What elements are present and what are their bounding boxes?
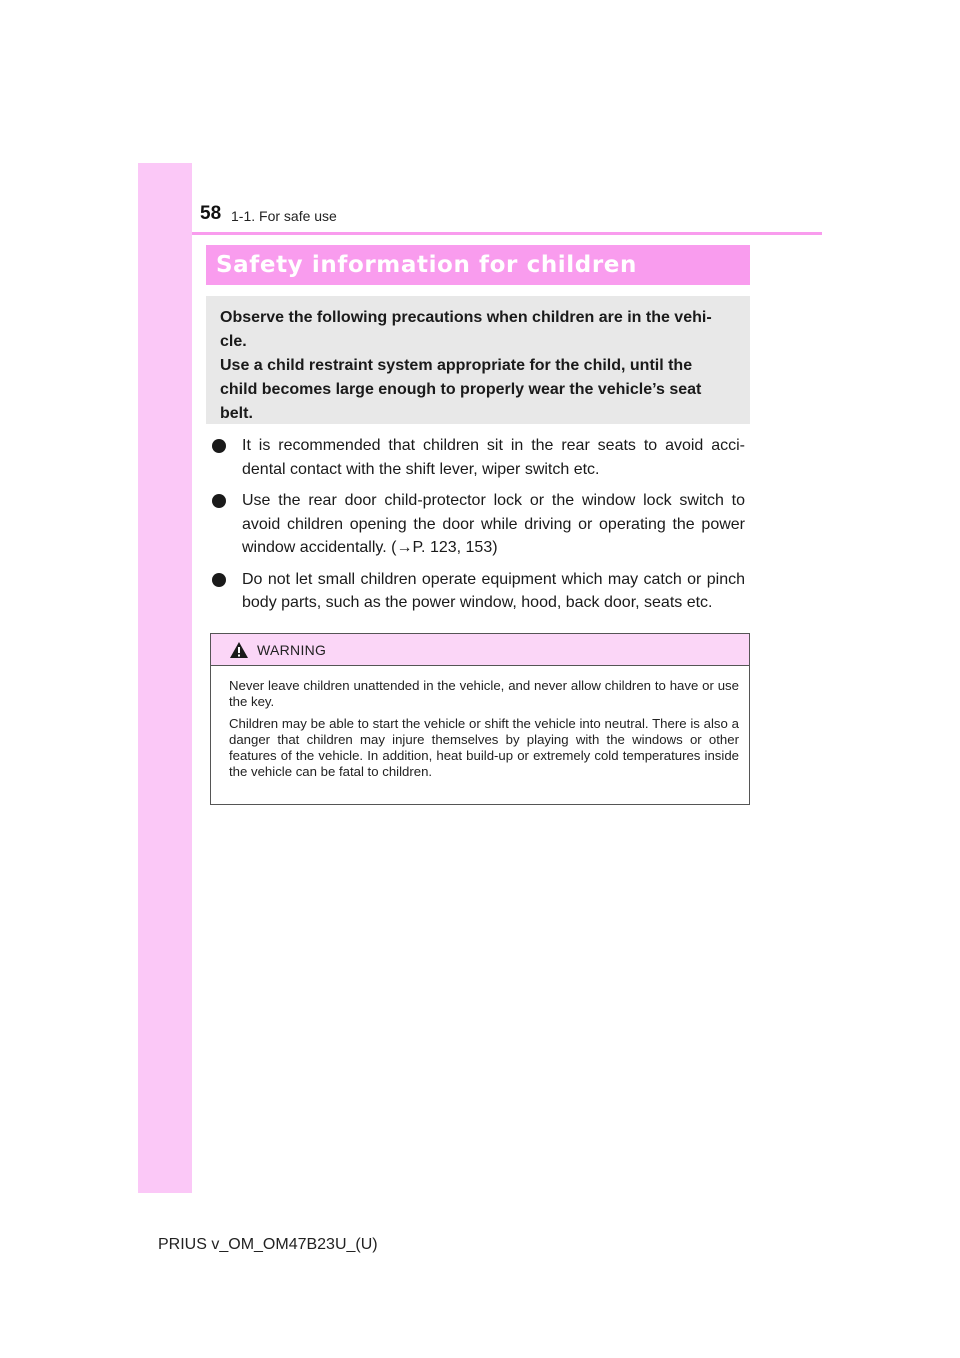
warning-triangle-icon xyxy=(229,641,249,659)
precaution-list xyxy=(212,434,745,623)
section-label: 1-1. For safe use xyxy=(231,208,337,224)
list-item xyxy=(212,568,745,615)
warning-paragraph: Children may be able to start the vehicle or shift the vehicle into neutral. There is also a danger that children may injure themselves by playing with the windows or other features of the vehicle. In addition, heat build-up or extremely cold temperatures inside the vehicle can be fatal to children. xyxy=(229,716,739,779)
page-title: Safety information for children xyxy=(216,252,637,278)
bullet-icon xyxy=(212,494,226,508)
intro-box xyxy=(206,296,750,424)
bullet-text: Use the rear door child-protector lock or the window lock switch to avoid children opening the door while driving or operating the power window accidentally. (→P. 123, 153) xyxy=(242,492,745,556)
intro-line: Observe the following precautions when children are in the vehi- xyxy=(220,309,712,326)
list-item xyxy=(212,489,745,560)
warning-header xyxy=(211,634,749,666)
warning-body xyxy=(211,666,749,780)
intro-line: child becomes large enough to properly wear the vehicle’s seat xyxy=(220,381,702,398)
document-footer-code: PRIUS v_OM_OM47B23U_(U) xyxy=(158,1236,378,1253)
warning-title: WARNING xyxy=(257,641,327,658)
bullet-text: It is recommended that children sit in the rear seats to avoid acci- dental contact with the shift lever, wiper switch etc. xyxy=(242,437,745,478)
intro-line: Use a child restraint system appropriate for the child, until the xyxy=(220,357,693,374)
page-number: 58 xyxy=(200,203,222,224)
side-margin-band xyxy=(138,163,192,1193)
list-item xyxy=(212,434,745,481)
bullet-icon xyxy=(212,439,226,453)
warning-box xyxy=(210,633,750,805)
intro-line: cle. xyxy=(220,333,247,350)
section-title-bar xyxy=(206,245,750,285)
warning-paragraph: Never leave children unattended in the vehicle, and never allow children to have or use the key. xyxy=(229,678,739,709)
bullet-text: Do not let small children operate equipment which may catch or pinch body parts, such as the power window, hood, back door, seats etc. xyxy=(242,570,745,611)
header-rule xyxy=(192,232,822,235)
intro-line: belt. xyxy=(220,405,253,422)
bullet-icon xyxy=(212,573,226,587)
